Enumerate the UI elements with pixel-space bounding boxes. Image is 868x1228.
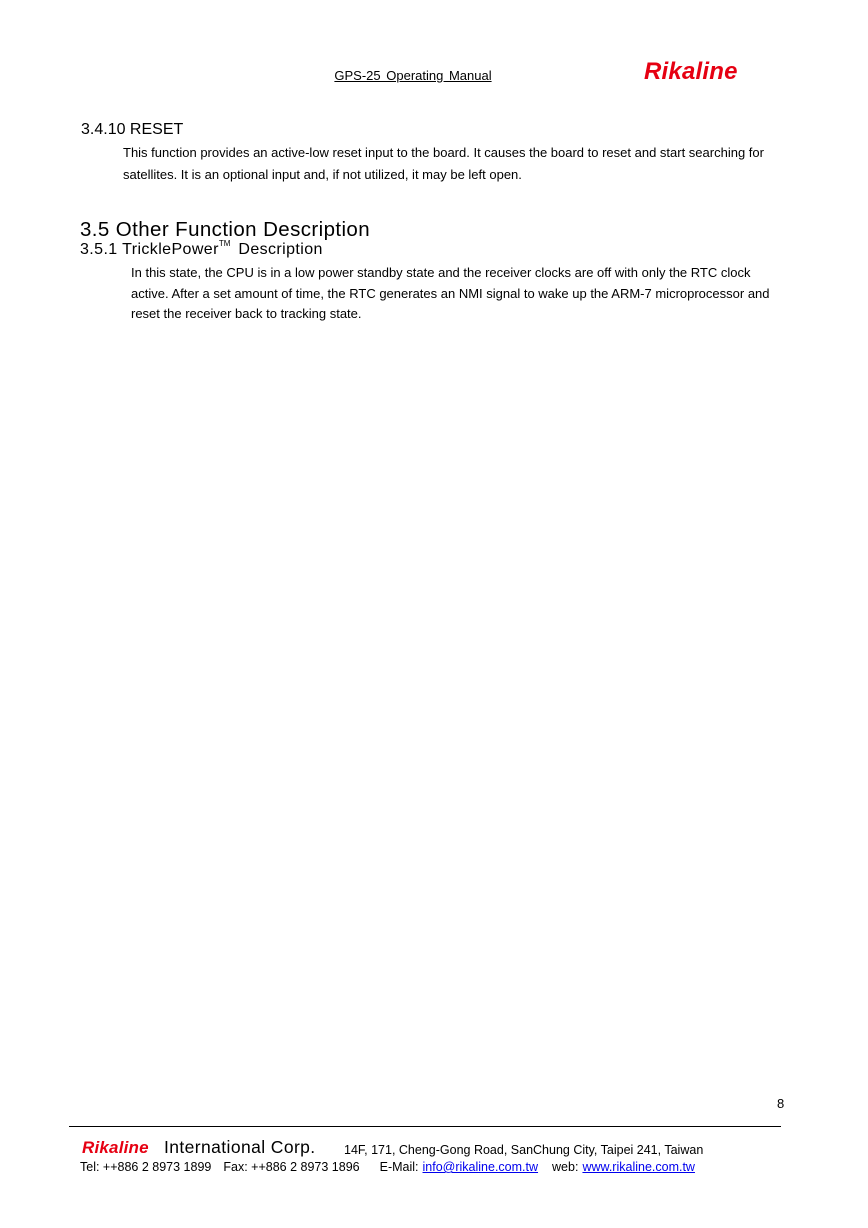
reset-section-paragraph: This function provides an active-low reset input to the board. It causes the board to reset and start searching for satellites. It is an optional input and, if not utilized, it may be left open. [123, 145, 764, 182]
reset-section-heading: 3.4.10 RESET [81, 121, 184, 138]
footer-divider [69, 1126, 781, 1127]
footer-address: 14F, 171, Cheng-Gong Road, SanChung City, Taipei 241, Taiwan [344, 1143, 704, 1157]
footer-web-label: web: [552, 1160, 579, 1174]
footer-company-name: International Corp. [164, 1137, 316, 1157]
footer-rikaline-logo: Rikaline [82, 1138, 149, 1157]
rikaline-logo: Rikaline [644, 58, 738, 85]
footer-email-link[interactable]: info@rikaline.com.tw [422, 1160, 539, 1174]
trademark-mark: TM [218, 239, 231, 248]
manual-title: GPS-25 Operating Manual [334, 68, 492, 83]
footer-web-link[interactable]: www.rikaline.com.tw [582, 1160, 695, 1174]
tricklepower-heading-suffix: Description [238, 241, 323, 258]
tricklepower-heading-text: 3.5.1 TricklePower [80, 241, 219, 258]
footer-email-label: E-Mail: [379, 1160, 419, 1174]
page-number: 8 [777, 1096, 785, 1111]
footer-tel: Tel: ++886 2 8973 1899 [80, 1160, 212, 1174]
other-function-heading: 3.5 Other Function Description [80, 218, 371, 241]
tricklepower-heading [80, 241, 323, 259]
footer-contact-line [80, 1160, 695, 1174]
footer-fax: Fax: ++886 2 8973 1896 [223, 1160, 360, 1174]
tricklepower-paragraph: In this state, the CPU is in a low power standby state and the receiver clocks are off with only the RTC clock active. After a set amount of time, the RTC generates an NMI signal to wake up the ARM-7 microprocessor and reset the receiver back to tracking state. [131, 265, 770, 321]
